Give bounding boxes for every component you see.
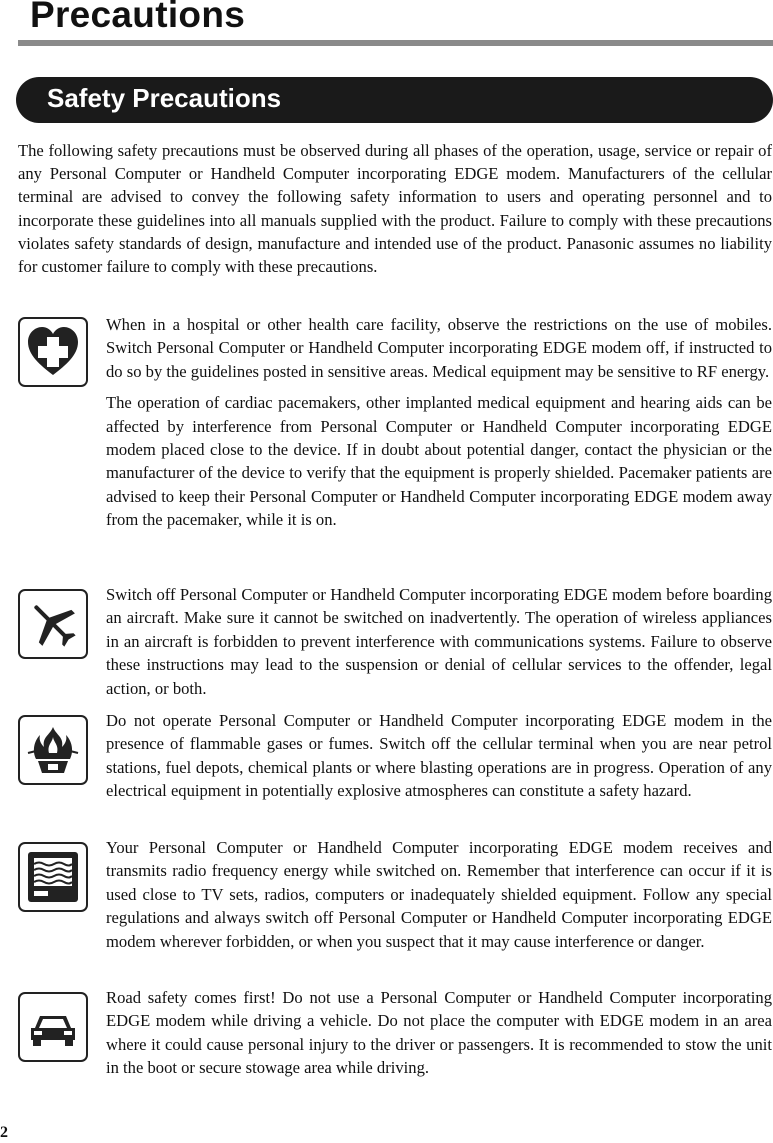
flammable-text: Do not operate Personal Computer or Handheld Computer incorporating EDGE modem in the presence of flammable gases or fumes. Switch off the cellular terminal when you are near petrol stations, fuel depots, chemical plants or where blasting operations are in progress. Operation of any electrical equipment in potentially explosive atmospheres can constitute a safety hazard. [106, 711, 772, 801]
section-banner [16, 77, 773, 123]
aircraft-text: Switch off Personal Computer or Handheld Computer incorporating EDGE modem before boarding an aircraft. Make sure it cannot be switched on inadvertently. The operation of wireless appliances in an aircraft is forbidden to prevent interference with communications systems. Failure to observe these instructions may lead to the suspension or denial of cellular services to the offender, legal action, or both. [106, 585, 772, 698]
intro-paragraph: The following safety precautions must be observed during all phases of the operation, usage, service or repair of any Personal Computer or Handheld Computer incorporating EDGE modem. Manufacturers of the cellular terminal are advised to convey the following safety information to users and operating personnel and to incorporate these guidelines into all manuals supplied with the product. Failure to comply with these precautions violates safety standards of design, manufacture and intended use of the product. Panasonic assumes no liability for customer failure to comply with these precautions. [18, 141, 772, 277]
flammable-hazard-icon [18, 715, 88, 785]
hospital-text-2: The operation of cardiac pacemakers, other implanted medical equipment and hearing aids can be affected by interference from Personal Computer or Handheld Computer incorporating EDGE modem placed close to the device. If in doubt about potential danger, contact the physician or the manufacturer of the device to verify that the equipment is properly shielded. Pacemaker patients are advised to keep their Personal Computer or Handheld Computer incorporating EDGE modem away from the pacemaker, while it is on. [106, 393, 772, 530]
car-icon [18, 992, 88, 1062]
page-number: 2 [0, 1124, 8, 1141]
page-title: Precautions [30, 0, 246, 35]
tv-interference-icon [18, 842, 88, 912]
driving-text: Road safety comes first! Do not use a Personal Computer or Handheld Computer incorporating EDGE modem while driving a vehicle. Do not place the computer with EDGE modem in an area where it could cause personal injury to the driver or passengers. It is recommended to stow the unit in the boot or secure stowage area while driving. [106, 988, 772, 1078]
airplane-icon [18, 589, 88, 659]
hospital-text-1: When in a hospital or other health care facility, observe the restrictions on the use of mobiles. Switch Personal Computer or Handheld Computer incorporating EDGE modem off, if instructed to do so by the guidelines posted in sensitive areas. Medical equipment may be sensitive to RF energy. [106, 315, 772, 381]
interference-text: Your Personal Computer or Handheld Computer incorporating EDGE modem receives and transmits radio frequency energy while switched on. Remember that interference can occur if it is used close to TV sets, radios, computers or inadequately shielded equipment. Follow any special regulations and always switch off Personal Computer or Handheld Computer incorporating EDGE modem wherever forbidden, or when you suspect that it may cause interference or danger. [106, 838, 772, 951]
medical-heart-icon [18, 317, 88, 387]
section-title: Safety Precautions [47, 83, 282, 113]
title-rule [18, 40, 773, 46]
